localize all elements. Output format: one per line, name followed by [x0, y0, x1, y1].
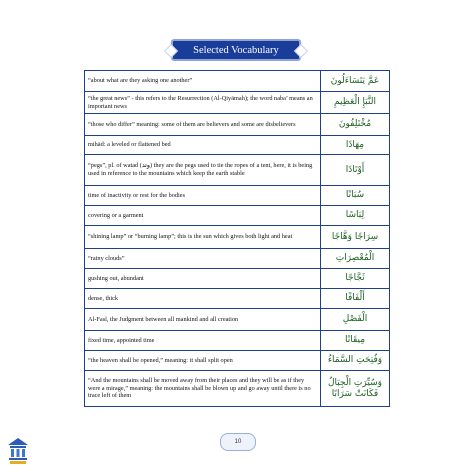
- arabic-term-cell: وَسُيِّرَتِ الْجِبَالُ فَكَانَتْ سَرَابًا: [321, 371, 390, 407]
- table-row: [85, 309, 390, 331]
- english-meaning-cell: covering or a garment: [85, 206, 321, 226]
- english-meaning-cell: fixed time, appointed time: [85, 331, 321, 351]
- table-row: [85, 331, 390, 351]
- english-meaning-cell: time of inactivity or rest for the bodies: [85, 186, 321, 206]
- english-meaning-cell: “about what are they asking one another”: [85, 71, 321, 92]
- table-row: [85, 186, 390, 206]
- arabic-term-cell: عَمَّ يَتَسَاءَلُونَ: [321, 71, 390, 92]
- table-row: [85, 71, 390, 92]
- arabic-term-cell: مِيقَاتًا: [321, 331, 390, 351]
- arabic-term-cell: الْمُعْصِرَاتِ: [321, 249, 390, 269]
- table-row: [85, 371, 390, 407]
- english-meaning-cell: Al-Fasl, the Judgment between all mankind and all creation: [85, 309, 321, 331]
- english-meaning-cell: mihād: a leveled or flattened bed: [85, 136, 321, 155]
- vocabulary-table: [84, 70, 390, 407]
- table-row: [85, 155, 390, 186]
- english-meaning-cell: gushing out, abundant: [85, 269, 321, 289]
- table-row: [85, 114, 390, 136]
- arabic-term-cell: سُبَاتًا: [321, 186, 390, 206]
- section-title-banner: [171, 39, 301, 61]
- arabic-term-cell: سِرَاجًا وَهَّاجًا: [321, 226, 390, 249]
- english-meaning-cell: “the heaven shall be opened,” meaning: it shall split open: [85, 351, 321, 371]
- english-meaning-cell: “shining lamp” or “burning lamp”; this is the sun which gives both light and heat: [85, 226, 321, 249]
- english-meaning-cell: dense, thick: [85, 289, 321, 309]
- table-row: [85, 249, 390, 269]
- page-number: 10: [234, 439, 242, 445]
- table-row: [85, 136, 390, 155]
- page-number-badge: [220, 433, 256, 451]
- arabic-term-cell: وَفُتِحَتِ السَّمَاءُ: [321, 351, 390, 371]
- arabic-term-cell: الْفَصْلِ: [321, 309, 390, 331]
- table-row: [85, 226, 390, 249]
- english-meaning-cell: “rainy clouds”: [85, 249, 321, 269]
- page-title: Selected Vocabulary: [193, 44, 279, 56]
- english-meaning-cell: “pegs”, pl. of watad (وتد) they are the pegs used to tie the ropes of a tent, here, it is being used in reference to the mountains which keep the earth stable: [85, 155, 321, 186]
- publisher-logo: [7, 437, 29, 465]
- arabic-term-cell: لِبَاسًا: [321, 206, 390, 226]
- english-meaning-cell: “the great news” - this refers to the Resurrection (Al-Qiyāmah); the word naba’ means an important news: [85, 92, 321, 114]
- arabic-term-cell: أَوْتَادًا: [321, 155, 390, 186]
- table-row: [85, 92, 390, 114]
- arabic-term-cell: مِهَادًا: [321, 136, 390, 155]
- english-meaning-cell: “those who differ” meaning: some of them are believers and some are disbelievers: [85, 114, 321, 136]
- table-row: [85, 289, 390, 309]
- arabic-term-cell: ثَجَّاجًا: [321, 269, 390, 289]
- table-row: [85, 269, 390, 289]
- arabic-term-cell: مُخْتَلِفُونَ: [321, 114, 390, 136]
- table-row: [85, 351, 390, 371]
- table-row: [85, 206, 390, 226]
- arabic-term-cell: أَلْفَافًا: [321, 289, 390, 309]
- arabic-term-cell: النَّبَإِ الْعَظِيمِ: [321, 92, 390, 114]
- book-logo-icon: [7, 437, 29, 465]
- english-meaning-cell: “And the mountains shall be moved away from their places and they will be as if they were a mirage,” meaning: the mountains shall be blown up and go away until there is no trace left of them: [85, 371, 321, 407]
